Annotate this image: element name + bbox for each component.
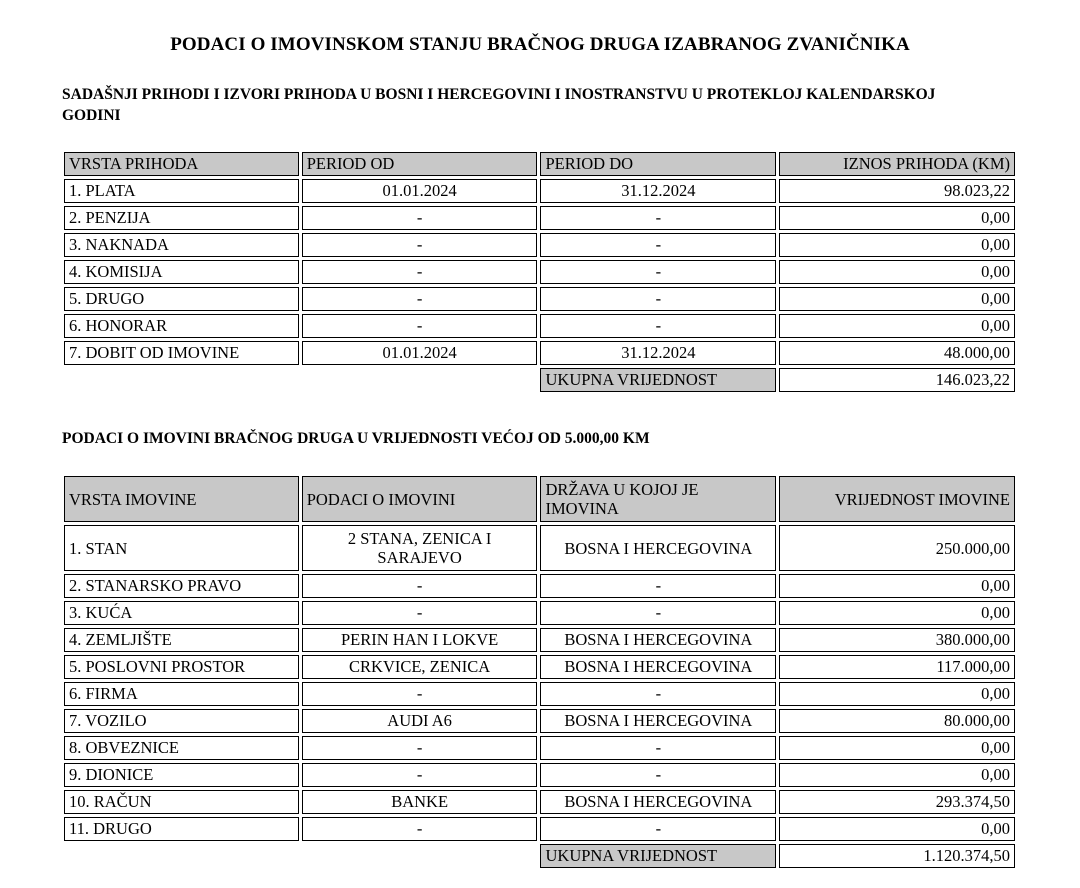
table-row [64, 314, 1015, 338]
asset-type-cell: 1. STAN [64, 525, 299, 571]
income-from-cell: - [302, 314, 538, 338]
assets-section-heading: PODACI O IMOVINI BRAČNOG DRUGA U VRIJEDNOSTI VEĆOJ OD 5.000,00 KM [62, 430, 650, 447]
table-row [64, 525, 1015, 571]
income-amount-cell: 98.023,22 [779, 179, 1015, 203]
income-amount-cell: 0,00 [779, 314, 1015, 338]
asset-country-cell: BOSNA I HERCEGOVINA [540, 709, 776, 733]
income-amount-cell: 0,00 [779, 233, 1015, 257]
table-row [64, 206, 1015, 230]
income-to-cell: - [540, 206, 776, 230]
table-row [64, 817, 1015, 841]
assets-header-type: VRSTA IMOVINE [64, 476, 299, 522]
income-to-cell: 31.12.2024 [540, 341, 776, 365]
asset-value-cell: 0,00 [779, 601, 1015, 625]
income-type-cell: 4. KOMISIJA [64, 260, 299, 284]
asset-details-cell: - [302, 763, 538, 787]
asset-country-cell: - [540, 574, 776, 598]
income-from-cell: - [302, 233, 538, 257]
income-total-label: UKUPNA VRIJEDNOST [540, 368, 776, 392]
income-type-cell: 7. DOBIT OD IMOVINE [64, 341, 299, 365]
asset-details-cell: - [302, 817, 538, 841]
asset-country-cell: BOSNA I HERCEGOVINA [540, 790, 776, 814]
income-from-cell: 01.01.2024 [302, 179, 538, 203]
income-type-cell: 6. HONORAR [64, 314, 299, 338]
asset-type-cell: 5. POSLOVNI PROSTOR [64, 655, 299, 679]
asset-value-cell: 380.000,00 [779, 628, 1015, 652]
income-header-type: VRSTA PRIHODA [64, 152, 299, 176]
income-header-row [64, 152, 1015, 176]
asset-type-cell: 4. ZEMLJIŠTE [64, 628, 299, 652]
asset-country-cell: - [540, 682, 776, 706]
assets-header-country: DRŽAVA U KOJOJ JE IMOVINA [540, 476, 776, 522]
income-to-cell: - [540, 260, 776, 284]
asset-details-cell: PERIN HAN I LOKVE [302, 628, 538, 652]
asset-value-cell: 0,00 [779, 817, 1015, 841]
asset-value-cell: 293.374,50 [779, 790, 1015, 814]
asset-country-cell: - [540, 817, 776, 841]
income-total-value: 146.023,22 [779, 368, 1015, 392]
asset-details-cell: - [302, 601, 538, 625]
asset-details-cell: - [302, 574, 538, 598]
asset-type-cell: 10. RAČUN [64, 790, 299, 814]
asset-country-cell: - [540, 763, 776, 787]
asset-type-cell: 8. OBVEZNICE [64, 736, 299, 760]
income-amount-cell: 0,00 [779, 206, 1015, 230]
income-from-cell: - [302, 260, 538, 284]
table-row [64, 736, 1015, 760]
asset-value-cell: 117.000,00 [779, 655, 1015, 679]
asset-details-cell: CRKVICE, ZENICA [302, 655, 538, 679]
assets-header-value: VRIJEDNOST IMOVINE [779, 476, 1015, 522]
asset-value-cell: 0,00 [779, 736, 1015, 760]
asset-type-cell: 3. KUĆA [64, 601, 299, 625]
table-row [64, 574, 1015, 598]
income-type-cell: 5. DRUGO [64, 287, 299, 311]
income-header-to: PERIOD DO [540, 152, 776, 176]
table-row [64, 260, 1015, 284]
income-header-from: PERIOD OD [302, 152, 538, 176]
assets-total-label: UKUPNA VRIJEDNOST [540, 844, 776, 868]
asset-type-cell: 6. FIRMA [64, 682, 299, 706]
assets-header-row [64, 476, 1015, 522]
table-row [64, 682, 1015, 706]
income-to-cell: - [540, 287, 776, 311]
income-amount-cell: 48.000,00 [779, 341, 1015, 365]
asset-details-cell: BANKE [302, 790, 538, 814]
assets-total-row [64, 844, 1015, 868]
asset-type-cell: 9. DIONICE [64, 763, 299, 787]
table-row [64, 601, 1015, 625]
income-from-cell: - [302, 287, 538, 311]
asset-value-cell: 0,00 [779, 682, 1015, 706]
asset-type-cell: 11. DRUGO [64, 817, 299, 841]
income-header-amount: IZNOS PRIHODA (KM) [779, 152, 1015, 176]
income-from-cell: - [302, 206, 538, 230]
asset-value-cell: 250.000,00 [779, 525, 1015, 571]
income-table [61, 149, 1018, 395]
income-to-cell: - [540, 233, 776, 257]
income-type-cell: 1. PLATA [64, 179, 299, 203]
income-from-cell: 01.01.2024 [302, 341, 538, 365]
income-type-cell: 3. NAKNADA [64, 233, 299, 257]
income-total-row [64, 368, 1015, 392]
asset-details-cell: 2 STANA, ZENICA I SARAJEVO [302, 525, 538, 571]
asset-country-cell: - [540, 601, 776, 625]
income-to-cell: 31.12.2024 [540, 179, 776, 203]
table-row [64, 179, 1015, 203]
asset-details-cell: - [302, 682, 538, 706]
income-section-heading: SADAŠNJI PRIHODI I IZVORI PRIHODA U BOSNI I HERCEGOVINI I INOSTRANSTVU U PROTEKLOJ KALENDARSKOJ GODINI [62, 86, 936, 124]
table-row [64, 628, 1015, 652]
income-amount-cell: 0,00 [779, 260, 1015, 284]
table-row [64, 287, 1015, 311]
document-title: PODACI O IMOVINSKOM STANJU BRAČNOG DRUGA IZABRANOG ZVANIČNIKA [170, 34, 910, 55]
table-row [64, 709, 1015, 733]
income-type-cell: 2. PENZIJA [64, 206, 299, 230]
table-row [64, 341, 1015, 365]
table-row [64, 790, 1015, 814]
asset-country-cell: BOSNA I HERCEGOVINA [540, 655, 776, 679]
assets-header-details: PODACI O IMOVINI [302, 476, 538, 522]
table-row [64, 655, 1015, 679]
asset-details-cell: - [302, 736, 538, 760]
table-row [64, 233, 1015, 257]
asset-value-cell: 80.000,00 [779, 709, 1015, 733]
asset-type-cell: 7. VOZILO [64, 709, 299, 733]
asset-details-cell: AUDI A6 [302, 709, 538, 733]
income-to-cell: - [540, 314, 776, 338]
asset-country-cell: BOSNA I HERCEGOVINA [540, 628, 776, 652]
income-amount-cell: 0,00 [779, 287, 1015, 311]
asset-type-cell: 2. STANARSKO PRAVO [64, 574, 299, 598]
asset-country-cell: BOSNA I HERCEGOVINA [540, 525, 776, 571]
assets-total-value: 1.120.374,50 [779, 844, 1015, 868]
asset-country-cell: - [540, 736, 776, 760]
assets-table [61, 473, 1018, 871]
table-row [64, 763, 1015, 787]
asset-value-cell: 0,00 [779, 763, 1015, 787]
asset-value-cell: 0,00 [779, 574, 1015, 598]
